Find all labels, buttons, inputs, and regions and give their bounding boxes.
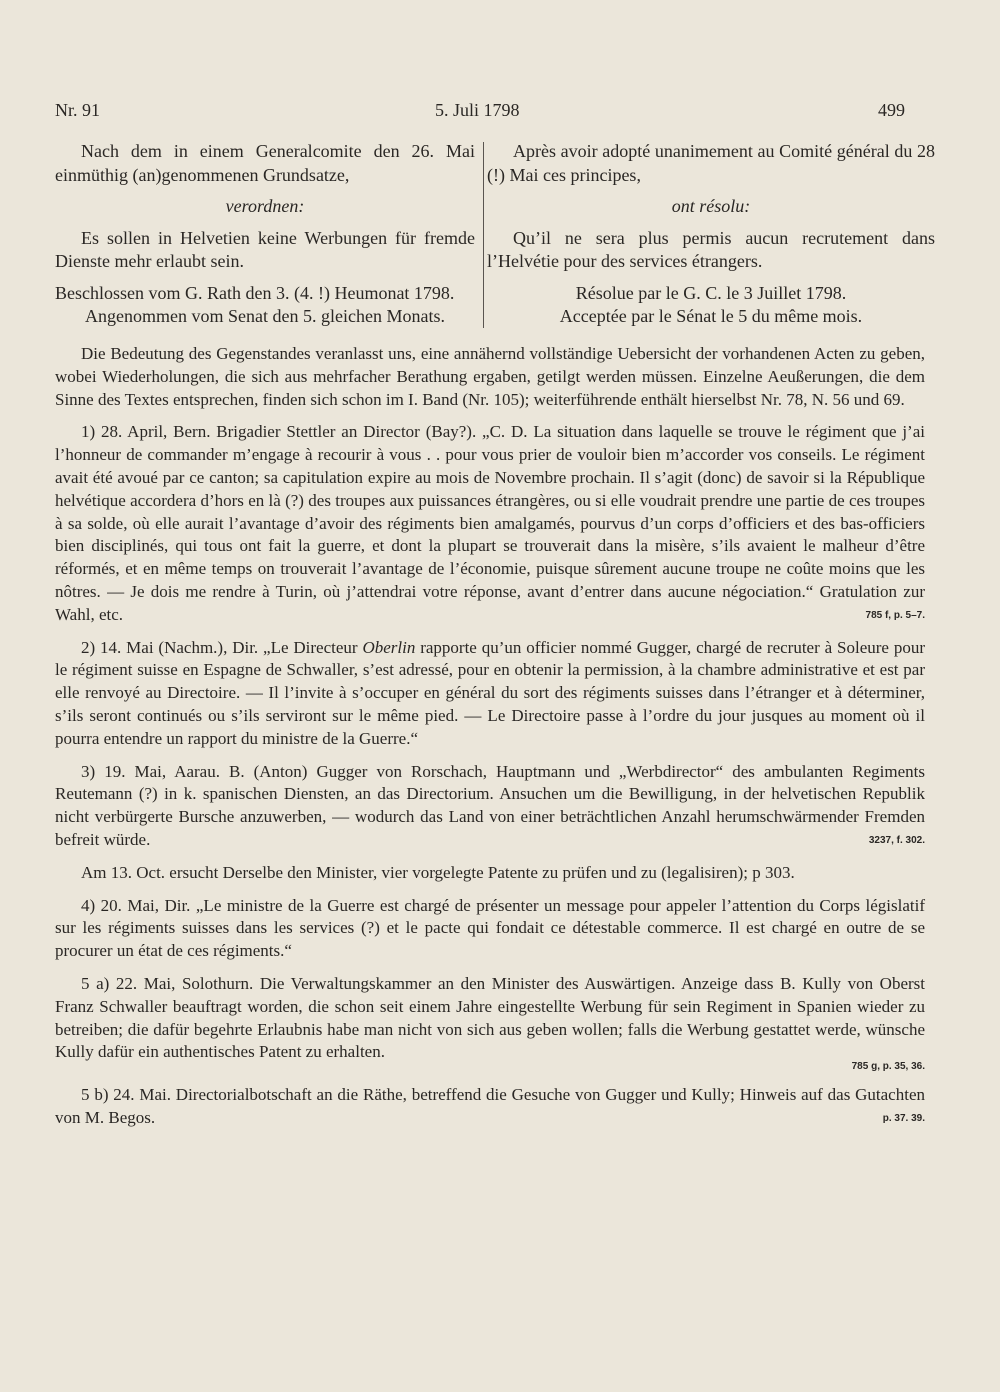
commentary-body [55, 343, 925, 1140]
german-senate-acceptance: Angenommen vom Senat den 5. gleichen Monats. [85, 306, 445, 326]
entry-5b-text: 5 b) 24. Mai. Directorialbotschaft an die Räthe, betreffend die Gesuche von Gugger und Kully; Hinweis auf das Gutachten von M. Begos. [55, 1085, 925, 1127]
french-column [487, 140, 935, 329]
header-date: 5. Juli 1798 [435, 100, 520, 120]
french-preamble: Après avoir adopté unanimement au Comité général du 28 (!) Mai ces principes, [487, 141, 935, 185]
page-number: 499 [878, 100, 905, 120]
french-senate-acceptance: Acceptée par le Sénat le 5 du même mois. [559, 306, 863, 326]
entry-1 [55, 421, 925, 626]
entry-1-text: 1) 28. April, Bern. Brigadier Stettler an Director (Bay?). „C. D. La situation dans laquelle se trouve le régiment que j’ai l’honneur de commander m’engage à recourir à vous . . pour vous prier de vouloir bien m’accorder vos conseils. Le régiment avait été avoué par ce canton; sa capitulation expire au mois de Novembre prochain. Il s’agit (donc) de savoir si la République helvétique accordera d’hors en là (?) des troupes aux puissances étrangères, ou si elle voudrait prendre une partie de ces troupes à sa solde, où elle aurait l’avantage d’avoir des régiments bien amalgamés, pourvus d’un corps d’officiers et des bas-officiers bien disciplinés, qui tous ont fait la guerre, et dont la plupart se trouverait dans la misère, s’ils avaient le malheur d’être réformés, et en même temps on trouverait l’avantage de l’économie, puisque sûrement aucune troupe ne coûte moins que les nôtres. — Je dois me rendre à Turin, où j’attendrai votre réponse, avant d’entrer dans aucune négociation.“ Gratulation zur Wahl, etc. [55, 422, 925, 624]
german-preamble: Nach dem in einem Generalcomite den 26. Mai einmüthig (an)genommenen Grundsatze, [55, 141, 475, 185]
entry-5a [55, 973, 925, 1074]
page-header [55, 100, 905, 126]
entry-2-text: rapporte qu’un officier nommé Gugger, chargé de recruter à Soleure pour le régiment suisse en Espagne de Schwaller, s’est adressé, pour en obtenir la permission, à la chambre administrative et est par elle renvoyé au Directoire. — Il l’invite à s’occuper en général du sort des régiments suisses dans l’étranger et à déterminer, s’ils seront continués ou s’ils serviront sur le même pied. — Le Directoire passe à l’ordre du jour jusques au moment où il pourra entendre un rapport du ministre de la Guerre.“ [55, 637, 926, 748]
entry-2 [55, 637, 925, 751]
document-number: Nr. 91 [55, 100, 100, 120]
entry-2-intro: 2) 14. Mai (Nachm.), Dir. „Le Directeur [81, 637, 358, 657]
entry-2-name: Oberlin [362, 637, 416, 657]
intro-paragraph: Die Bedeutung des Gegenstandes veranlasst uns, eine annähernd vollständige Uebersicht der vorhandenen Acten zu geben, wobei Wiederholungen, die sich aus mehrfacher Berathung ergaben, getilgt werden müssen. Einzelne Aeußerungen, die dem Sinne des Textes entsprechen, finden sich schon im I. Band (Nr. 105); weiterführende enthält hierselbst Nr. 78, N. 56 und 69. [55, 344, 925, 409]
entry-5b-reference: p. 37. 39. [882, 1112, 925, 1124]
french-resolution-date: Résolue par le G. C. le 3 Juillet 1798. [575, 282, 847, 303]
entry-3 [55, 761, 925, 852]
german-verb: verordnen: [225, 196, 305, 216]
entry-4: 4) 20. Mai, Dir. „Le ministre de la Guerre est chargé de présenter un message pour appeler l’attention du Corps législatif sur les régiments suisses dans les services (?) et le pacte qui fondait ce détestable commerce. Il est chargé en outre de se procurer un état de ces régiments.“ [55, 895, 925, 961]
entry-5a-text: 5 a) 22. Mai, Solothurn. Die Verwaltungskammer an den Minister des Auswärtigen. Anzeige dass B. Kully von Oberst Franz Schwaller beauftragt worden, die schon seit einem Jahre eingestellte Werbung für sein Regiment in Spanien wieder zu betreiben; die dafür begehrte Erlaubnis habe man nicht von sich aus geben wollen; falls die Werbung gestattet werde, wünsche Kully dafür ein authentisches Patent zu erhalten. [55, 973, 925, 1062]
german-decree-text: Es sollen in Helvetien keine Werbungen für fremde Dienste mehr erlaubt sein. [55, 227, 475, 271]
german-resolution-date: Beschlossen vom G. Rath den 3. (4. !) Heumonat 1798. [55, 282, 455, 303]
german-column [55, 140, 475, 329]
column-divider [483, 142, 484, 328]
french-decree-text: Qu’il ne sera plus permis aucun recrutement dans l’Helvétie pour des services étrangers. [487, 227, 935, 271]
entry-3-text: 3) 19. Mai, Aarau. B. (Anton) Gugger von Rorschach, Hauptmann und „Werbdirector“ des ambulanten Regiments Reutemann (?) in k. spanischen Diensten, an das Directorium. Ansuchen um die Bewilligung, in der helvetischen Republik nicht verbürgerte Bursche anzuwerben, — wodurch das Land von einer beträchtlichen Anzahl herumschwärmender Fremden befreit würde. [55, 761, 925, 849]
entry-5b [55, 1084, 925, 1130]
entry-3-reference: 3237, f. 302. [868, 834, 925, 846]
entry-5a-reference: 785 g, p. 35, 36. [851, 1061, 925, 1073]
bilingual-decree [55, 140, 935, 330]
french-verb: ont résolu: [671, 196, 751, 216]
entry-1-reference: 785 f, p. 5–7. [865, 609, 925, 621]
entry-3-followup: Am 13. Oct. ersucht Derselbe den Minister, vier vorgelegte Patente zu prüfen und zu (legalisiren); p 303. [81, 862, 795, 882]
